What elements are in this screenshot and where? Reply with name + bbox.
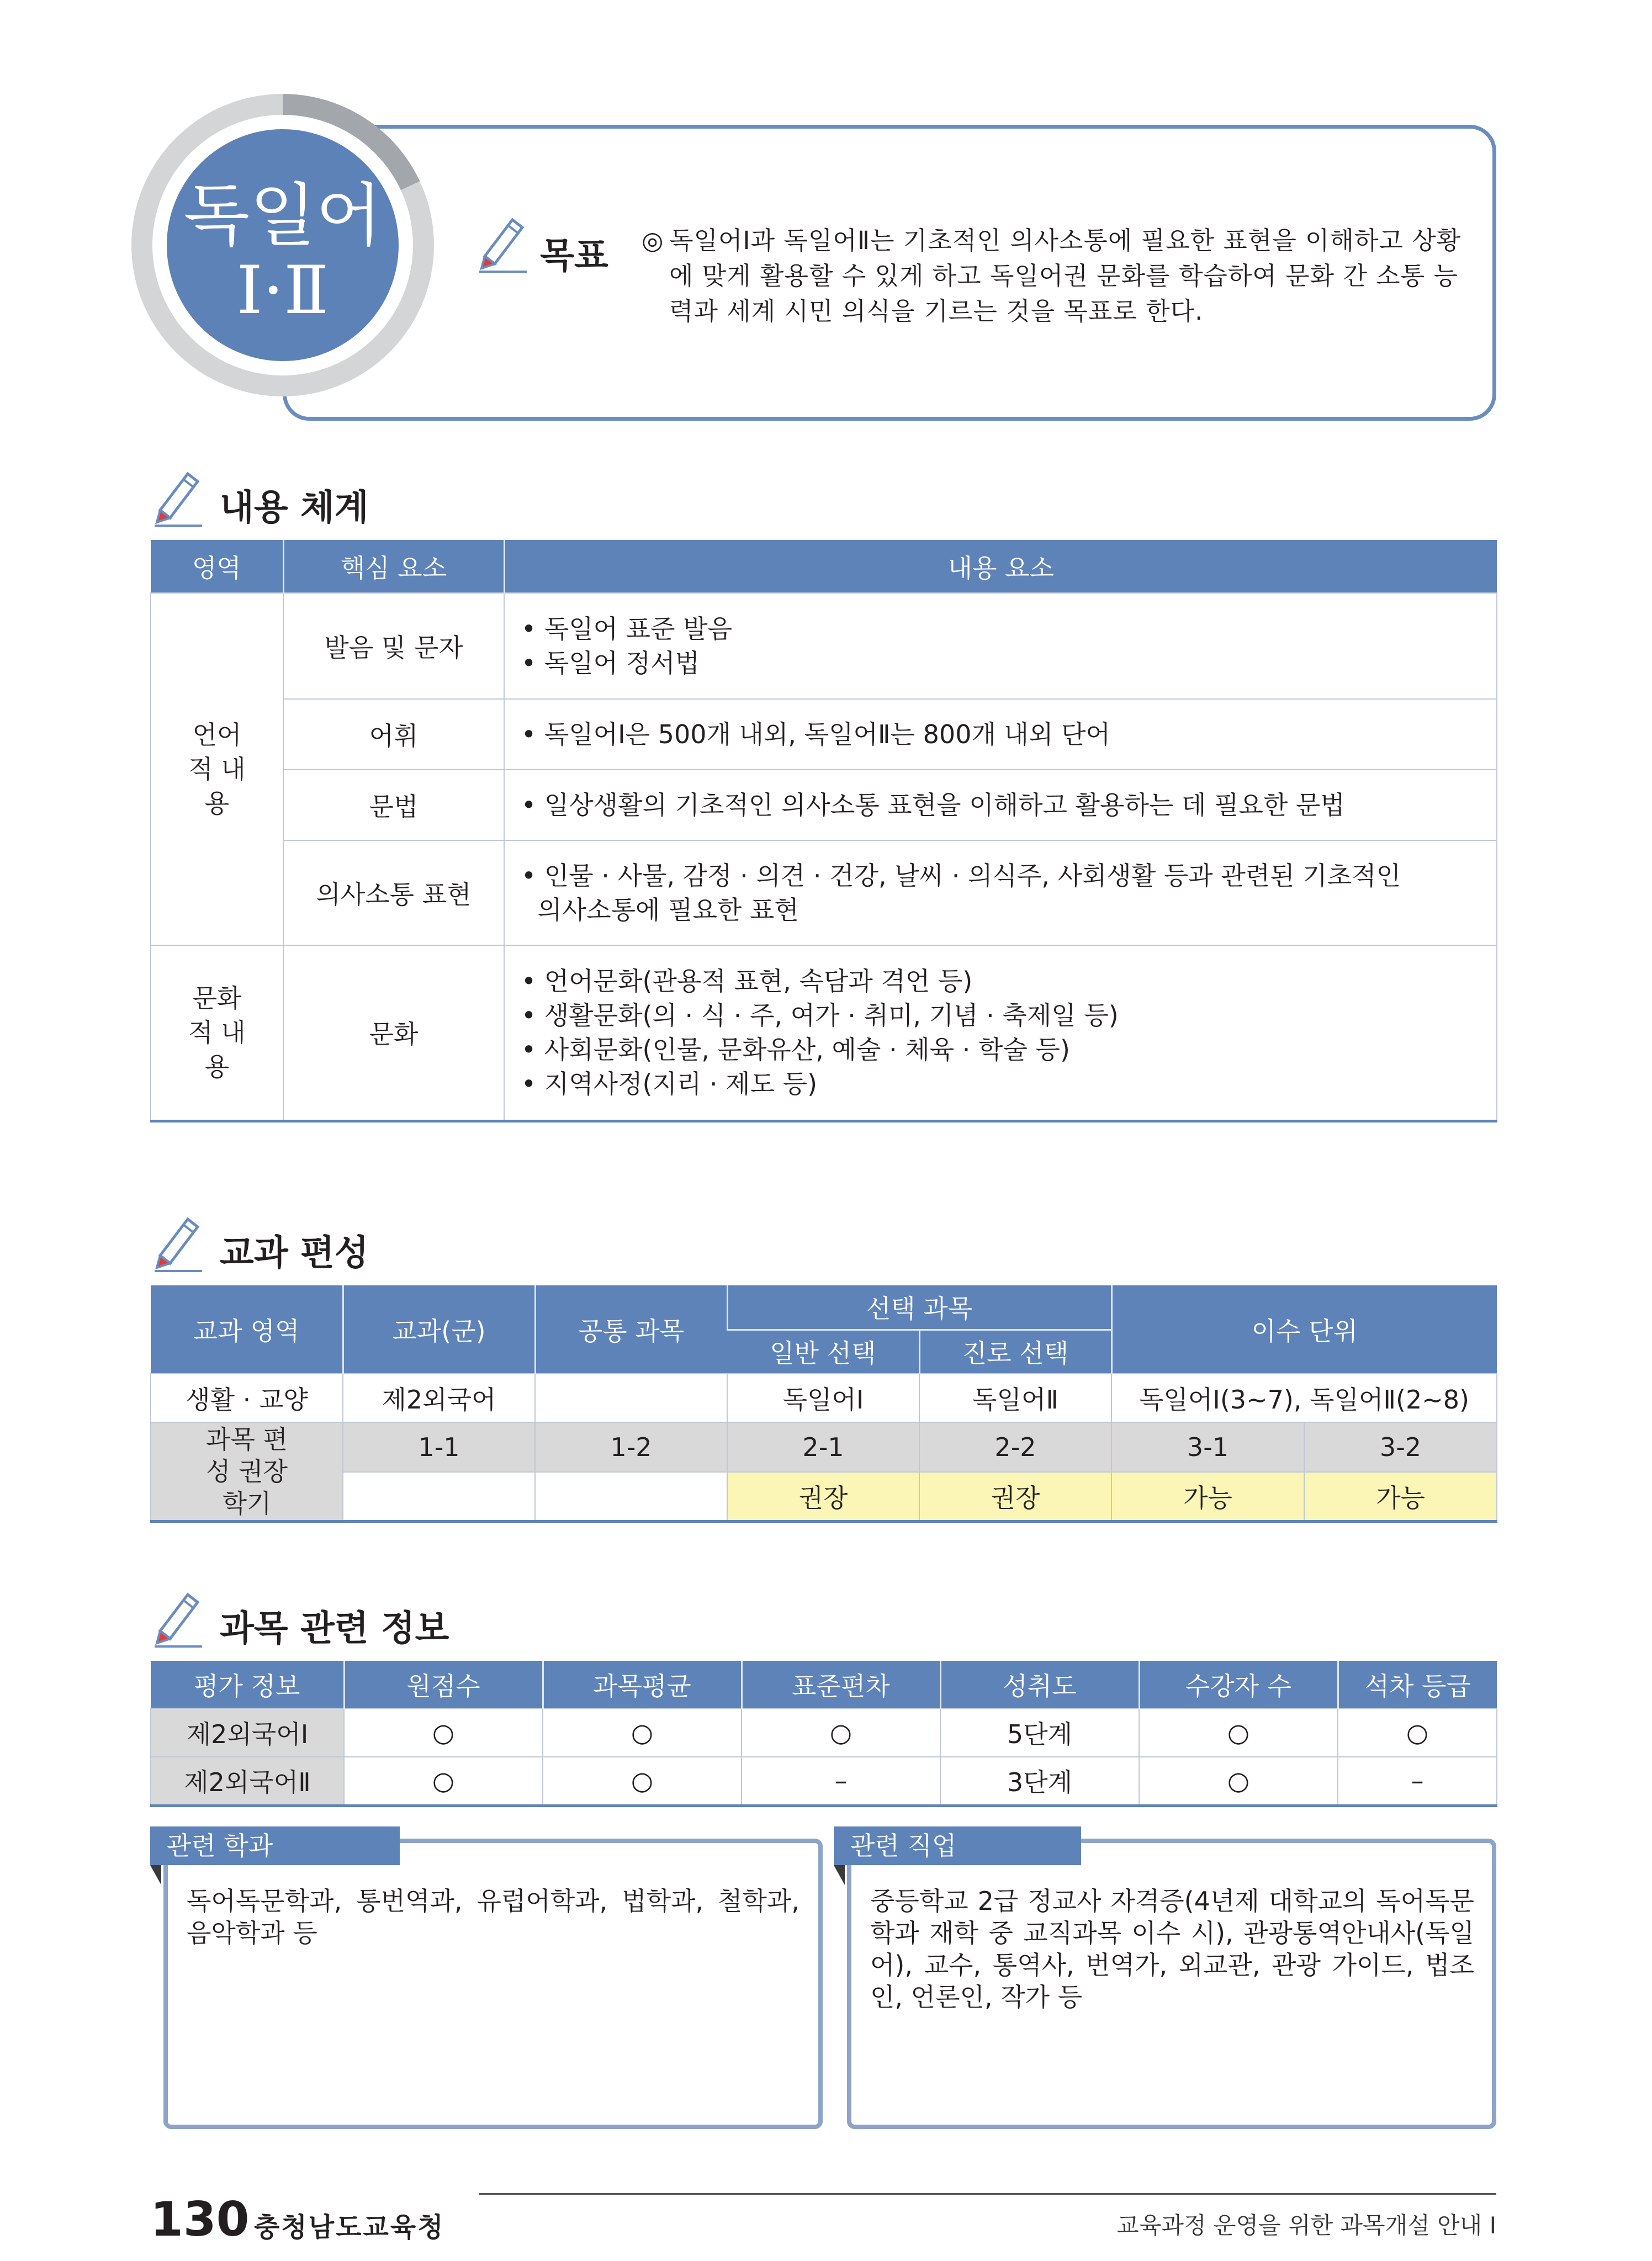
semester-label: 과목 편성 권장 학기 [151, 1422, 343, 1522]
page-number: 130 [150, 2192, 250, 2247]
header-achievement: 성취도 [940, 1661, 1139, 1708]
header-career-elective: 진로 선택 [919, 1330, 1111, 1374]
table-cell: ○ [344, 1708, 543, 1757]
table-cell: ○ [1139, 1757, 1338, 1805]
tab-notch [834, 1865, 845, 1885]
goal-bullet: ◎ [642, 226, 664, 255]
element-grammar: 문법 [283, 770, 504, 840]
area-language: 언어적 내용 [151, 593, 283, 945]
semester-1-2: 1-2 [535, 1422, 727, 1472]
recommend-2-2: 권장 [919, 1472, 1111, 1522]
course-credits: 독일어Ⅰ(3~7), 독일어Ⅱ(2~8) [1111, 1374, 1497, 1422]
pencil-icon [149, 467, 204, 529]
recommend-3-2: 가능 [1304, 1472, 1497, 1522]
related-jobs-text: 중등학교 2급 정교사 자격증(4년제 대학교의 독어독문학과 재학 중 교직과목 이수 시), 관광통역안내사(독일어), 교수, 통역사, 번역가, 외교관, 관광 가이드, 법조인, 언론인, 작가 등 [870, 1886, 1474, 2012]
header-general-elective: 일반 선택 [727, 1330, 919, 1374]
row-label: 제2외국어Ⅰ [151, 1708, 344, 1757]
semester-3-1: 3-1 [1111, 1422, 1304, 1472]
subject-badge [131, 94, 434, 396]
course-area: 생활 · 교양 [151, 1374, 343, 1422]
table-cell: – [742, 1757, 940, 1805]
goal-description [642, 223, 1470, 329]
element-communication: 의사소통 표현 [283, 840, 504, 945]
content-items-communication: • 인물 · 사물, 감정 · 의견 · 건강, 날씨 · 의식주, 사회생활 등과 관련된 기초적인 의사소통에 필요한 표현 [504, 840, 1497, 945]
row-label: 제2외국어Ⅱ [151, 1757, 344, 1805]
element-vocabulary: 어휘 [283, 699, 504, 770]
header-raw-score: 원점수 [344, 1661, 543, 1708]
semester-2-1: 2-1 [727, 1422, 919, 1472]
header-common: 공통 과목 [535, 1285, 727, 1374]
course-general: 독일어Ⅰ [727, 1374, 919, 1422]
goal-text: 독일어Ⅰ과 독일어Ⅱ는 기초적인 의사소통에 필요한 표현을 이해하고 상황에 맞게 활용할 수 있게 하고 독일어권 문화를 학습하여 문화 간 소통 능력과 세계 시민 의식을 기르는 것을 목표로 한다. [669, 226, 1462, 326]
course-table [150, 1285, 1497, 1523]
table-cell: – [1338, 1757, 1497, 1805]
publisher: 충청남도교육청 [254, 2212, 445, 2243]
section-title-info: 과목 관련 정보 [220, 1608, 449, 1649]
table-cell: 5단계 [940, 1708, 1139, 1757]
header-area: 영역 [151, 540, 283, 593]
table-cell: ○ [742, 1708, 940, 1757]
related-departments-text: 독어독문학과, 통번역과, 유럽어학과, 법학과, 철학과, 음악학과 등 [187, 1886, 799, 1948]
header-credits: 이수 단위 [1111, 1285, 1497, 1374]
header-elective: 선택 과목 [727, 1285, 1111, 1330]
related-departments-box [163, 1839, 823, 2129]
semester-2-2: 2-2 [919, 1422, 1111, 1472]
course-common [535, 1374, 727, 1422]
badge-level: Ⅰ·Ⅱ [236, 252, 329, 329]
goal-label: 목표 [540, 236, 608, 277]
recommend-2-1: 권장 [727, 1472, 919, 1522]
area-culture: 문화적 내용 [151, 945, 283, 1121]
table-cell: ○ [1338, 1708, 1497, 1757]
pencil-icon [149, 1588, 204, 1650]
badge-title: 독일어 [183, 176, 382, 256]
element-culture: 문화 [283, 945, 504, 1121]
content-items-pronunciation: • 독일어 표준 발음 • 독일어 정서법 [504, 593, 1497, 699]
section-title-course: 교과 편성 [220, 1233, 369, 1274]
header-eval-info: 평가 정보 [151, 1661, 344, 1708]
semester-1-1: 1-1 [343, 1422, 535, 1472]
header-content-element: 내용 요소 [504, 540, 1497, 593]
evaluation-info-table [150, 1661, 1497, 1807]
header-subject-group: 교과(군) [343, 1285, 535, 1374]
table-cell: 3단계 [940, 1757, 1139, 1805]
course-career: 독일어Ⅱ [919, 1374, 1111, 1422]
recommend-3-1: 가능 [1111, 1472, 1304, 1522]
recommend-1-2 [535, 1472, 727, 1522]
content-items-vocabulary: • 독일어Ⅰ은 500개 내외, 독일어Ⅱ는 800개 내외 단어 [504, 699, 1497, 770]
table-cell: ○ [344, 1757, 543, 1805]
section-title-content-system: 내용 체계 [220, 488, 369, 528]
footer-divider [479, 2193, 1496, 2195]
guide-title: 교육과정 운영을 위한 과목개설 안내 Ⅰ [1116, 2212, 1496, 2239]
table-cell: ○ [543, 1757, 742, 1805]
recommend-1-1 [343, 1472, 535, 1522]
content-items-grammar: • 일상생활의 기초적인 의사소통 표현을 이해하고 활용하는 데 필요한 문법 [504, 770, 1497, 840]
related-jobs-label: 관련 직업 [834, 1826, 1081, 1865]
content-system-table [150, 540, 1497, 1122]
header-rank-grade: 석차 등급 [1338, 1661, 1497, 1708]
header-subject-average: 과목평균 [543, 1661, 742, 1708]
header-course-area: 교과 영역 [151, 1285, 343, 1374]
header-std-dev: 표준편차 [742, 1661, 940, 1708]
header-core-element: 핵심 요소 [283, 540, 504, 593]
table-cell: ○ [1139, 1708, 1338, 1757]
content-items-culture: • 언어문화(관용적 표현, 속담과 격언 등) • 생활문화(의 · 식 · 주, 여가 · 취미, 기념 · 축제일 등) • 사회문화(인물, 문화유산, 예술 · 체육 · 학술 등) • 지역사정(지리 · 제도 등) [504, 945, 1497, 1121]
semester-3-2: 3-2 [1304, 1422, 1497, 1472]
course-subject-group: 제2외국어 [343, 1374, 535, 1422]
related-departments-label: 관련 학과 [150, 1826, 400, 1865]
tab-notch [150, 1865, 161, 1885]
pencil-icon [474, 213, 529, 275]
table-cell: ○ [543, 1708, 742, 1757]
pencil-icon [149, 1212, 204, 1274]
header-students: 수강자 수 [1139, 1661, 1338, 1708]
element-pronunciation: 발음 및 문자 [283, 593, 504, 699]
table-row [151, 1757, 1497, 1805]
table-row [151, 1708, 1497, 1757]
